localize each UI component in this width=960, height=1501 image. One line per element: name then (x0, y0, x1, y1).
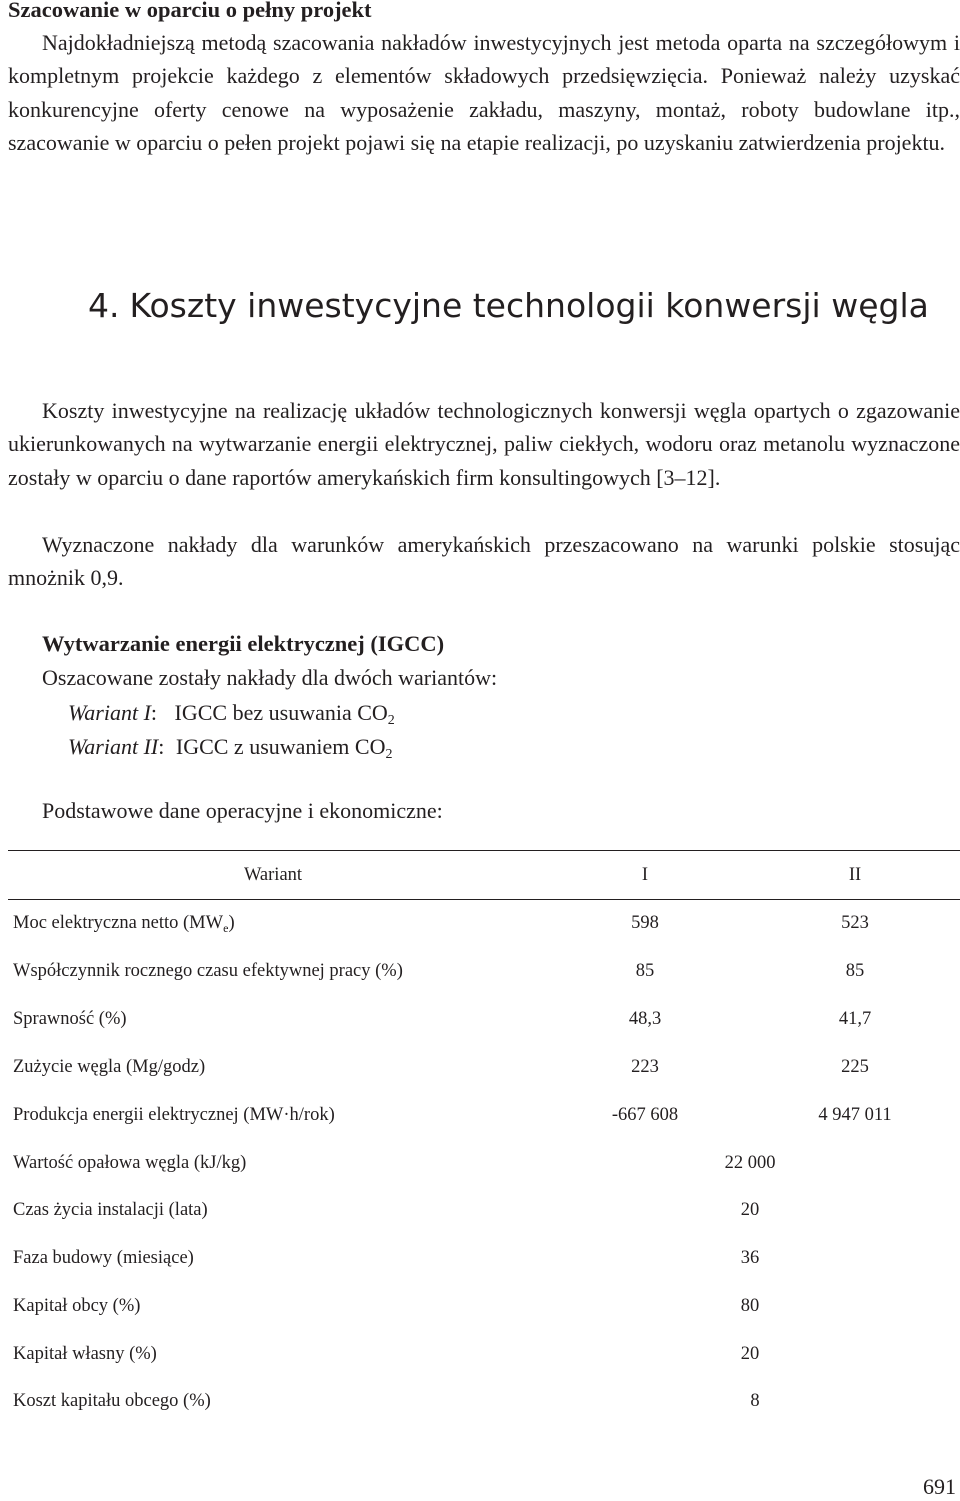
table-cell-shared: 22 000 (724, 1153, 776, 1173)
variant-colon: : (158, 734, 165, 759)
table-header-i: I (641, 865, 649, 885)
table-cell-ii: 85 (845, 961, 865, 981)
row-label-subscript: e (223, 921, 229, 935)
table-cell-shared: 8 (750, 1391, 760, 1411)
variant-name: Wariant II (68, 734, 159, 759)
variant-colon: : (150, 700, 158, 725)
table-row-label: Faza budowy (miesiące) (13, 1248, 194, 1268)
variant-name: Wariant I (68, 700, 151, 725)
table-cell-shared: 20 (740, 1200, 760, 1220)
table-header-variant: Wariant (243, 865, 303, 885)
chapter-number: 4. (88, 286, 120, 325)
igcc-heading: Wytwarzanie energii elektrycznej (IGCC) (42, 631, 445, 656)
section-paragraph: Najdokładniejszą metodą szacowania nakładów inwestycyjnych jest metoda oparta na szczegółowym i kompletnym projekcie każdego z elementów składowych przedsięwzięcia. Ponieważ należy uzyskać konkurencyjne oferty cenowe na wyposażenie zakładu, maszyny, montaż, roboty budowlane itp., szacowanie w oparciu o pełen projekt pojawi się na etapie realizacji, po uzyskaniu zatwierdzenia projektu. (8, 30, 960, 155)
table-top-rule (8, 850, 960, 851)
section-heading: Szacowanie w oparciu o pełny projekt (8, 0, 372, 22)
variant-subscript: 2 (385, 747, 393, 762)
variant-description: IGCC z usuwaniem CO (175, 734, 386, 759)
table-row-label: Kapitał własny (%) (13, 1344, 157, 1364)
table-cell-ii: 225 (841, 1057, 869, 1077)
table-row-label (13, 911, 235, 935)
table-cell-shared: 80 (740, 1296, 760, 1316)
variants-intro: Oszacowane zostały nakłady dla dwóch wariantów: (42, 665, 498, 690)
table-cell-i: -667 608 (611, 1105, 679, 1125)
page-number: 691 (923, 1474, 956, 1499)
table-cell-ii: 41,7 (838, 1009, 872, 1029)
table-cell-shared: 36 (740, 1248, 760, 1268)
row-label-end: ) (228, 913, 235, 933)
table-row-label: Sprawność (%) (13, 1009, 127, 1029)
table-row-label: Kapitał obcy (%) (13, 1296, 141, 1316)
table-row-label: Czas życia instalacji (lata) (13, 1200, 208, 1220)
variant-description: IGCC bez usuwania CO (174, 700, 388, 725)
table-cell-shared: 20 (740, 1344, 760, 1364)
body-paragraph-2: Wyznaczone nakłady dla warunków amerykańskich przeszacowano na warunki polskie stosując mnożnik 0,9. (8, 532, 960, 591)
table-row-label: Koszt kapitału obcego (%) (13, 1391, 211, 1411)
chapter-title-text: Koszty inwestycyjne technologii konwersji węgla (129, 286, 929, 325)
table-cell-i: 223 (631, 1057, 659, 1077)
chapter-title (88, 282, 929, 330)
table-header-rule (8, 899, 960, 900)
variant-line-1 (68, 697, 395, 729)
table-header-ii: II (848, 865, 862, 885)
table-cell-ii: 523 (841, 913, 869, 933)
table-cell-ii: 4 947 011 (818, 1105, 892, 1125)
table-cell-i: 598 (631, 913, 659, 933)
table-row-label: Współczynnik rocznego czasu efektywnej pracy (%) (13, 961, 403, 981)
table-row-label: Produkcja energii elektrycznej (MW·h/rok) (13, 1105, 335, 1125)
table-cell-i: 48,3 (628, 1009, 662, 1029)
variant-line-2 (68, 731, 392, 763)
variant-subscript: 2 (387, 713, 395, 728)
body-paragraph-1: Koszty inwestycyjne na realizację układów technologicznych konwersji węgla opartych o zgazowanie ukierunkowanych na wytwarzanie energii elektrycznej, paliw ciekłych, wodoru oraz metanolu wyznaczone zostały w oparciu o dane raportów amerykańskich firm konsultingowych [3–12]. (8, 398, 960, 490)
table-cell-i: 85 (635, 961, 655, 981)
table-intro: Podstawowe dane operacyjne i ekonomiczne: (42, 798, 443, 823)
table-row-label: Wartość opałowa węgla (kJ/kg) (13, 1153, 247, 1173)
table-row-label: Zużycie węgla (Mg/godz) (13, 1057, 206, 1077)
row-label-text: Moc elektryczna netto (MW (13, 913, 224, 933)
